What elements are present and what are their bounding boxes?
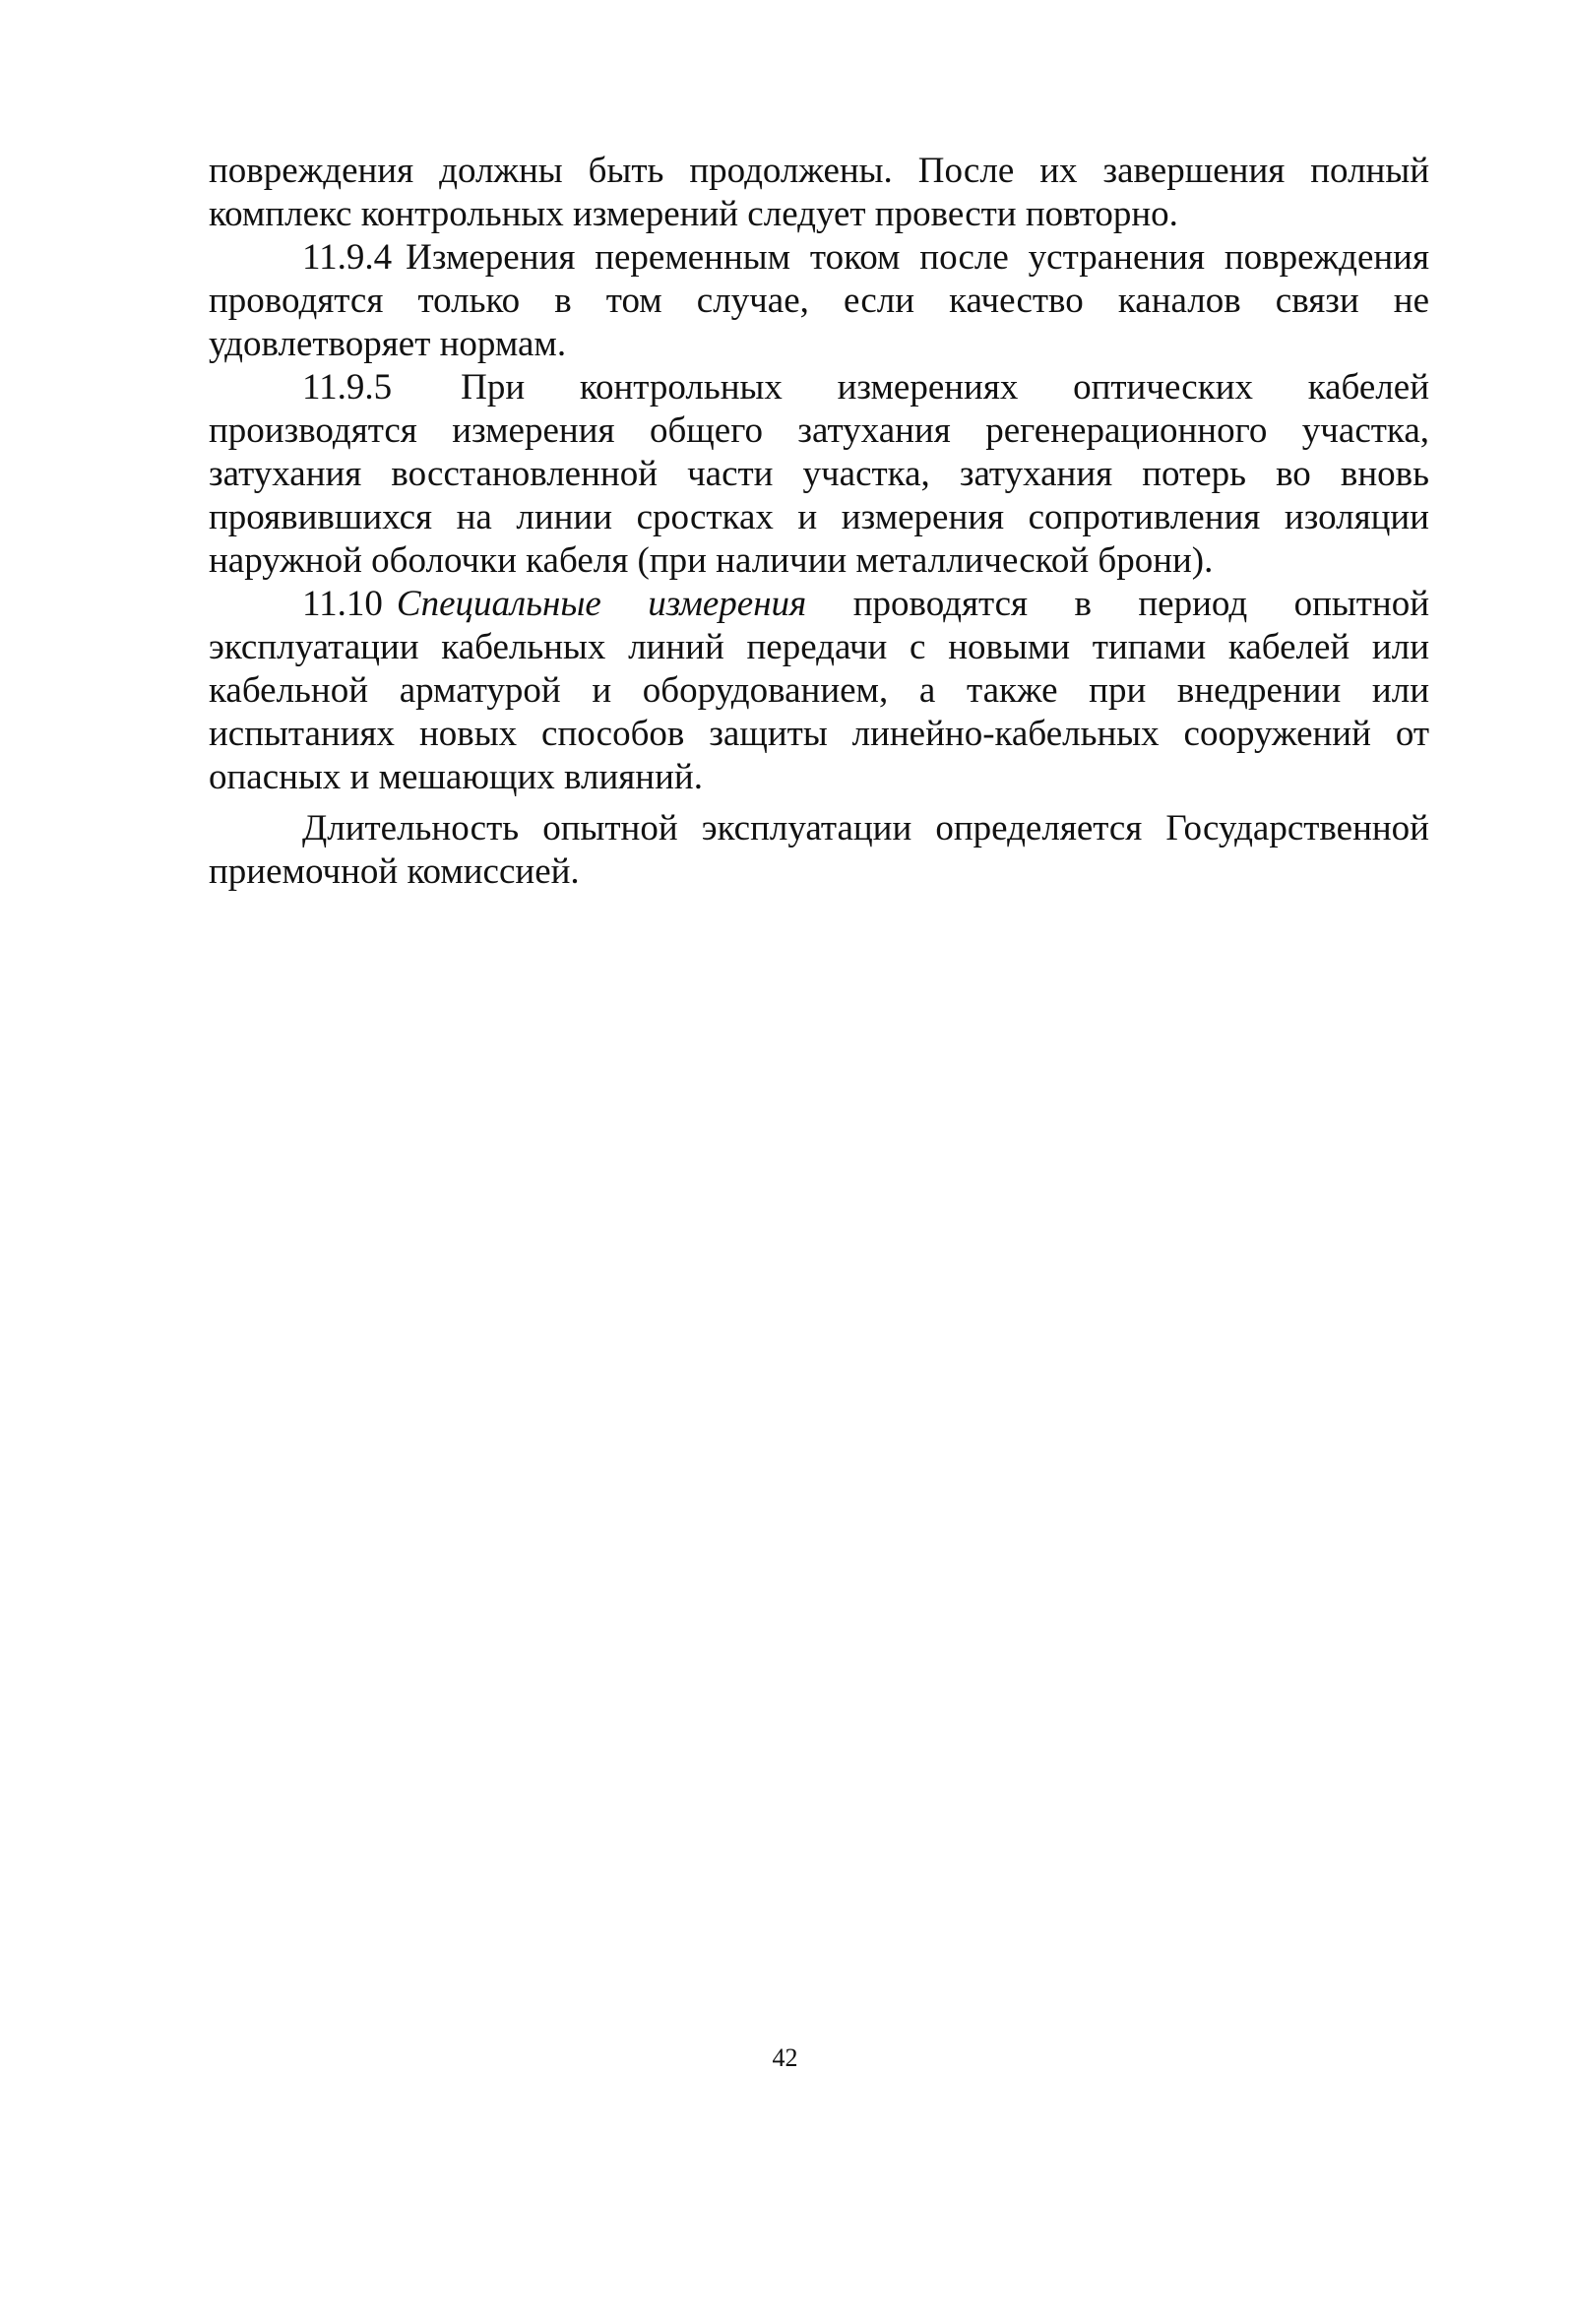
section-number: 11.9.4 bbox=[302, 237, 393, 278]
paragraph-11-9-4 bbox=[209, 236, 1429, 366]
section-number: 11.10 bbox=[302, 584, 383, 624]
paragraph-text: Измерения переменным током после устранения повреждения проводятся только в том случае, если качество каналов связи не удовлетворяет нормам. bbox=[209, 237, 1429, 364]
paragraph-11-10 bbox=[209, 583, 1429, 799]
body-text bbox=[209, 150, 1429, 894]
paragraph-duration bbox=[209, 807, 1429, 894]
defined-term: Специальные измерения bbox=[396, 584, 807, 624]
paragraph-text: проводятся в период опытной эксплуатации кабельных линий передачи с новыми типами кабелей или кабельной арматурой и оборудованием, а также при внедрении или испытаниях новых способов защиты линейно-кабельных сооружений от опасных и мешающих влияний. bbox=[209, 584, 1430, 797]
paragraph-text: повреждения должны быть продолжены. После их завершения полный комплекс контрольных измерений следует провести повторно. bbox=[209, 151, 1429, 234]
section-number: 11.9.5 bbox=[302, 367, 393, 408]
page-number: 42 bbox=[772, 2043, 798, 2072]
paragraph-11-9-5 bbox=[209, 366, 1429, 583]
paragraph-continuation bbox=[209, 150, 1429, 236]
paragraph-text: При контрольных измерениях оптических кабелей производятся измерения общего затухания регенерационного участка, затухания восстановленной части участка, затухания потерь во вновь проявившихся на линии сростках и измерения сопротивления изоляции наружной оболочки кабеля (при наличии металлической брони). bbox=[209, 367, 1429, 581]
paragraph-text: Длительность опытной эксплуатации определяется Государственной приемочной комиссией. bbox=[209, 808, 1429, 892]
